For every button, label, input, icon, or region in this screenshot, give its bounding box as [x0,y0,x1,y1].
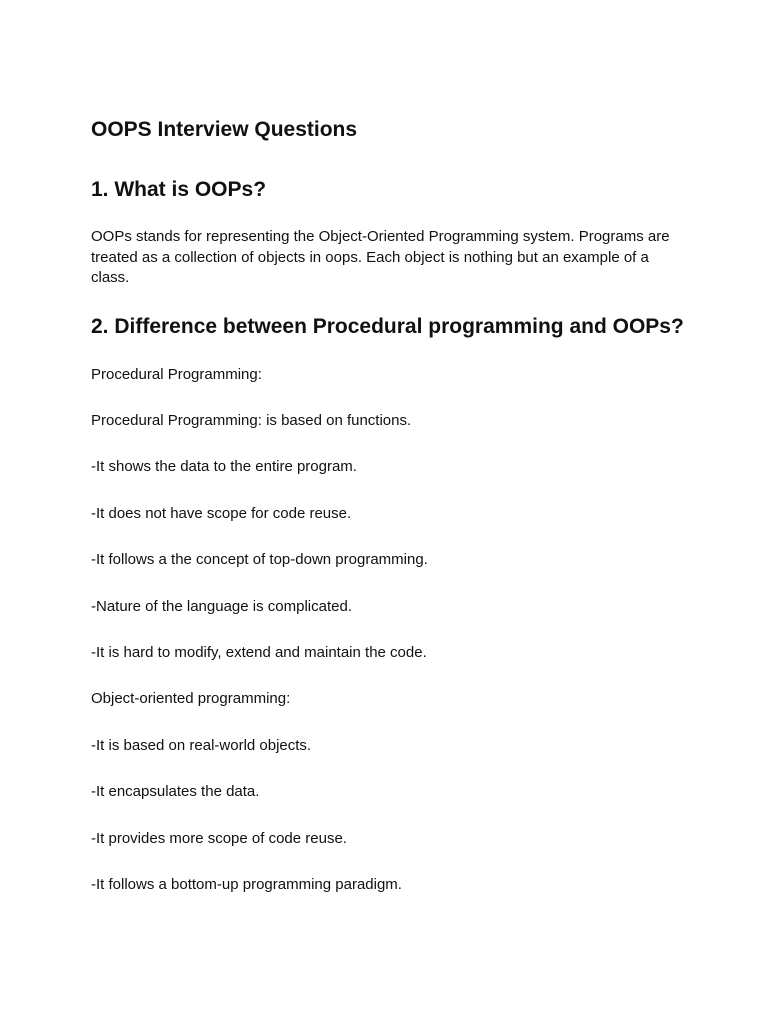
list-item: -It provides more scope of code reuse. [91,830,347,847]
list-item: -It follows a bottom-up programming paradigm. [91,876,402,893]
document-title: OOPS Interview Questions [91,118,358,141]
list-item: -It is hard to modify, extend and maintain the code. [91,644,427,661]
list-item: -It shows the data to the entire program. [91,458,357,475]
list-item: -It follows a the concept of top-down programming. [91,551,428,568]
list-item: -It encapsulates the data. [91,783,260,800]
section-heading-difference: 2. Difference between Procedural programming and OOPs? [91,315,684,338]
section-paragraph-what-is-oops: OOPs stands for representing the Object-Oriented Programming system. Programs are treated as a collection of objects in oops. Each object is nothing but an example of a class. [91,228,670,286]
list-item: -It does not have scope for code reuse. [91,505,352,522]
list-item: -It is based on real-world objects. [91,737,312,754]
list-item: -Nature of the language is complicated. [91,598,352,615]
section-heading-what-is-oops: 1. What is OOPs? [91,178,267,201]
oop-label: Object-oriented programming: [91,690,291,707]
procedural-label: Procedural Programming: [91,366,262,383]
list-item: Procedural Programming: is based on functions. [91,412,412,429]
